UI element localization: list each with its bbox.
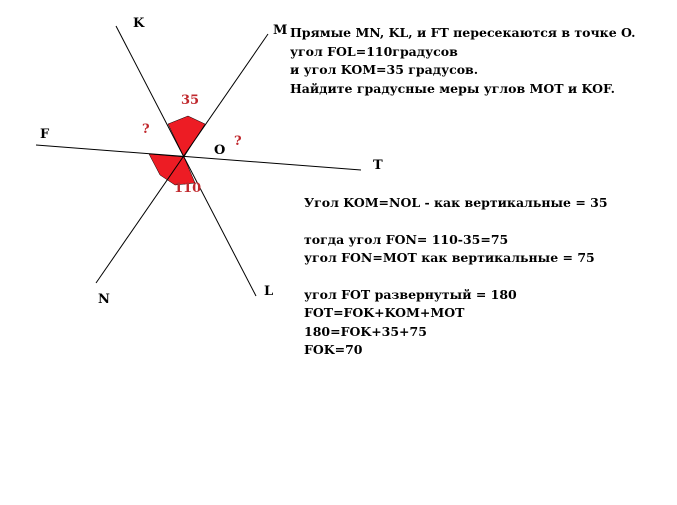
point-label-o: O [214,143,226,158]
line-mn [96,34,268,283]
point-label-n: N [98,292,110,307]
point-label-l: L [264,284,274,299]
solution-line: FOK=70 [304,342,363,357]
solution-line: FOT=FOK+KOM+MOT [304,305,465,320]
problem-statement [290,24,636,98]
line-kl [116,26,256,296]
solution-line: 180=FOK+35+75 [304,323,427,339]
angle-label-fol: 110 [174,181,202,196]
problem-line: Прямые MN, KL, и FT пересекаются в точке O. [290,25,636,40]
angle-label-kof: ? [142,122,150,137]
angle-label-mot: ? [234,134,242,149]
solution-line: угол FON=MOT как вертикальные = 75 [304,250,595,265]
point-label-k: K [133,16,145,31]
line-ft [36,145,361,170]
angle-label-kom: 35 [181,93,200,108]
point-label-t: T [373,158,383,173]
solution-block [304,194,608,360]
problem-line: угол FOL=110градусов [290,43,458,59]
point-label-m: M [273,23,288,38]
problem-line: Найдите градусные меры углов MOT и KOF. [290,80,615,96]
problem-line: и угол KOM=35 градусов. [290,62,479,77]
solution-line: тогда угол FON= 110-35=75 [304,231,509,247]
solution-line: Угол KOM=NOL - как вертикальные = 35 [304,195,608,210]
point-label-f: F [40,127,50,142]
solution-line: угол FOT развернутый = 180 [304,286,517,302]
